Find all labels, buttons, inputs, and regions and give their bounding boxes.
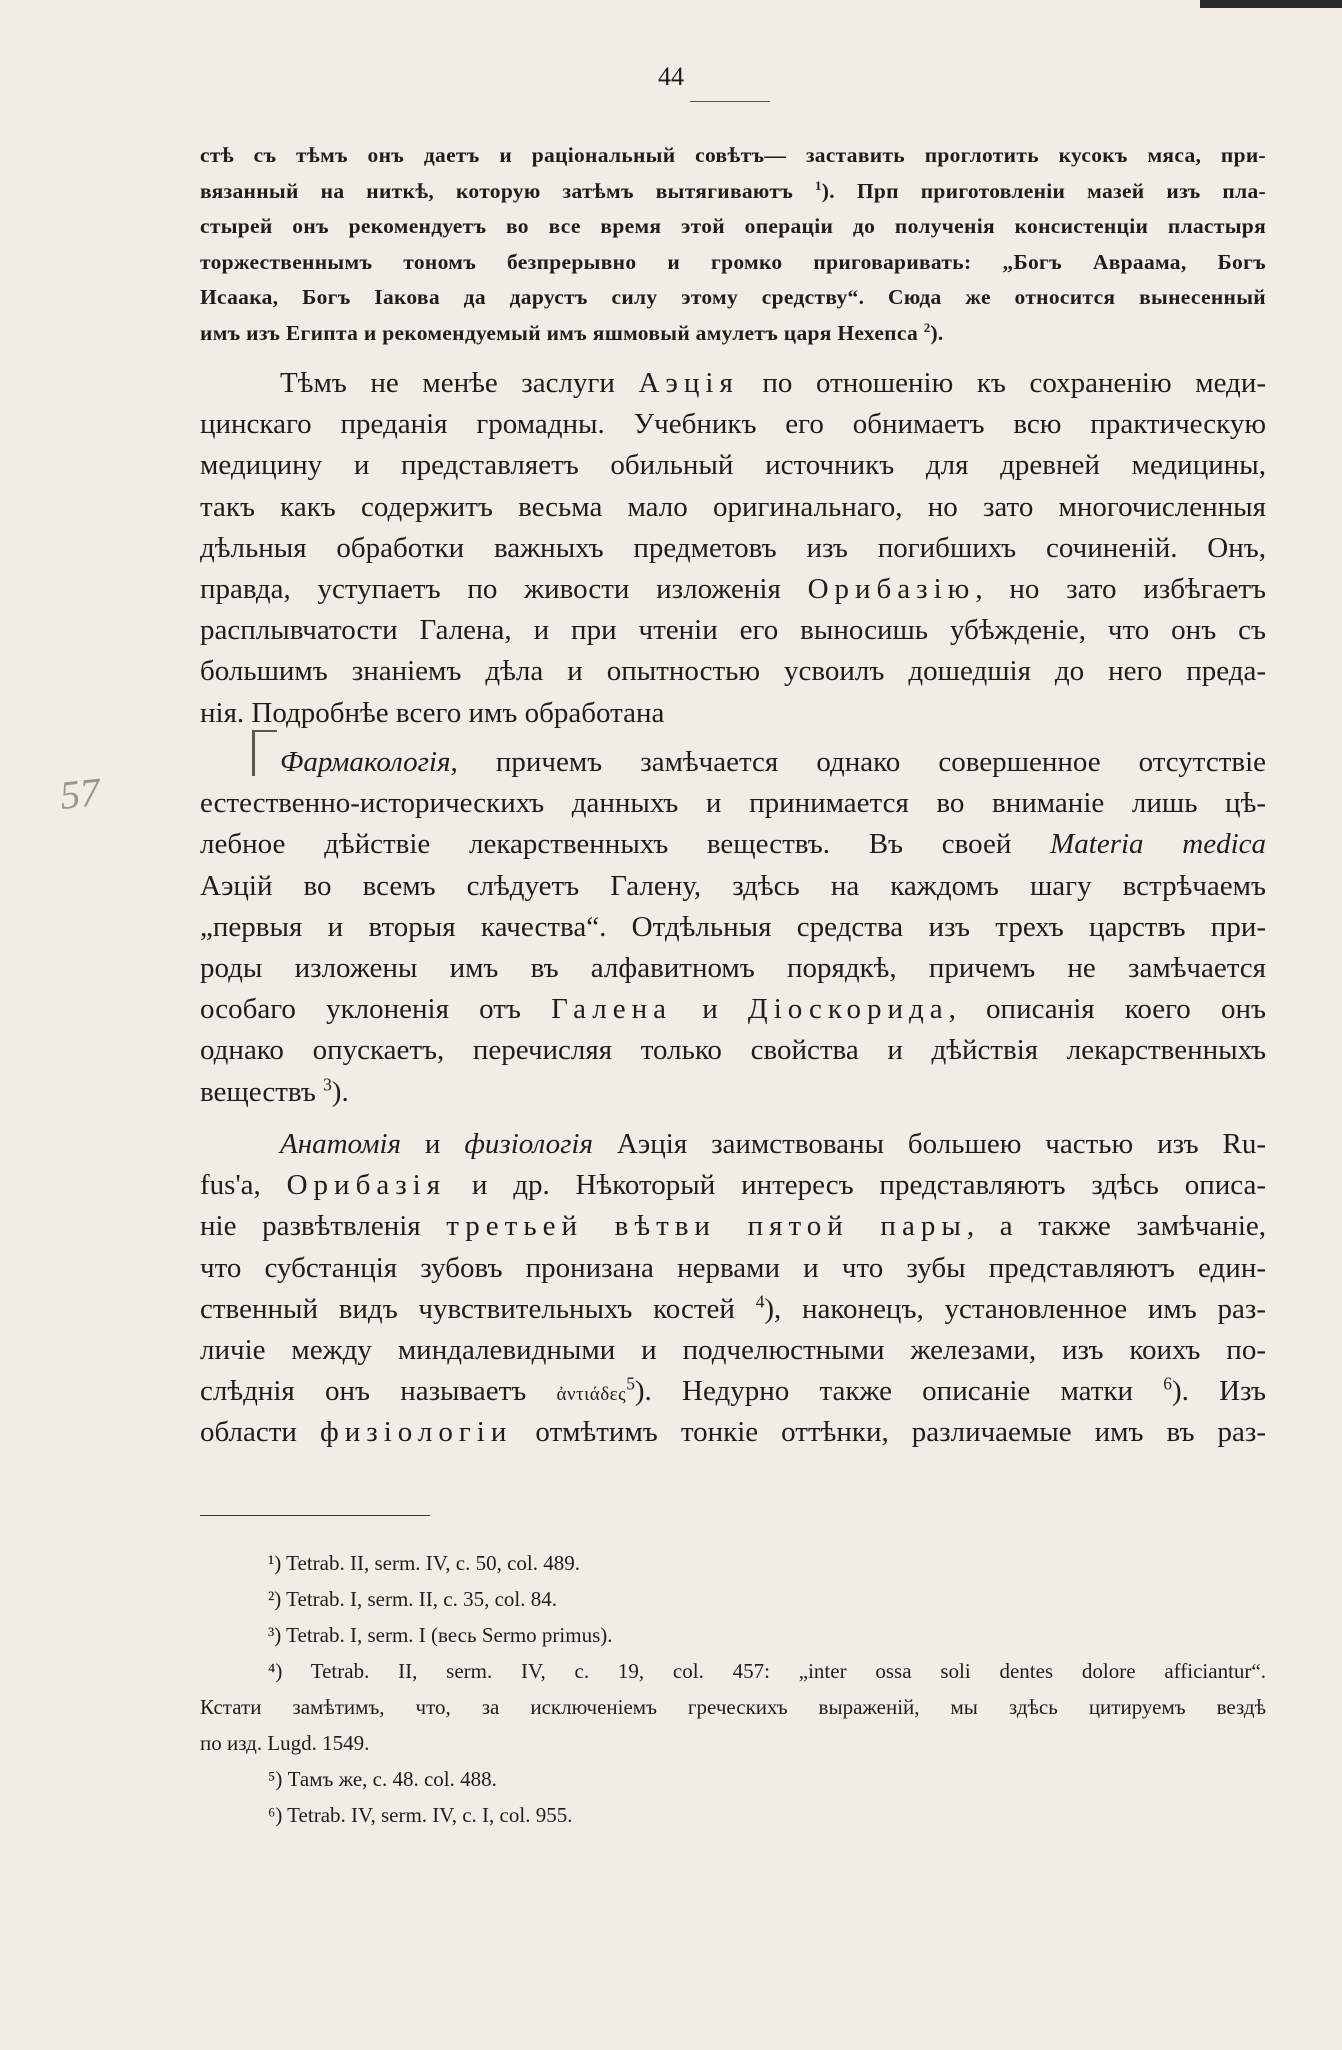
para2-line-1: Фармакологія, причемъ замѣчается однако совершенное отсутствіе bbox=[280, 746, 1266, 778]
greek-term: ἀντιάδες bbox=[556, 1384, 627, 1406]
footnote-4-end: по изд. Lugd. 1549. bbox=[200, 1731, 370, 1755]
footnote-5: ⁵) Тамъ же, c. 48. col. 488. bbox=[268, 1767, 497, 1791]
footnote-separator bbox=[200, 1515, 430, 1516]
footnote-ref-5: 5 bbox=[626, 1373, 635, 1394]
para1-line-9: нія. Подробнѣе всего имъ обработана bbox=[200, 696, 665, 729]
para1-line-3: медицину и представляетъ обильный источникъ для древней медицины, bbox=[200, 449, 1266, 482]
para3-line-1: Анатомія и физіологія Аэція заимствованы большею частью изъ Ru- bbox=[280, 1128, 1266, 1160]
small-print-paragraph bbox=[200, 138, 1266, 351]
footnote-ref-6: 6 bbox=[1163, 1373, 1172, 1394]
para3-line-2: fus'а, Орибазія и др. Нѣкоторый интересъ представляютъ здѣсь описа- bbox=[200, 1169, 1266, 1202]
para2-line-3: лебное дѣйствіе лекарственныхъ веществъ. Въ своей Materia medica bbox=[200, 828, 1267, 861]
para2-line-8: однако опускаетъ, перечисляя только свойства и дѣйствія лекарственныхъ bbox=[200, 1034, 1266, 1067]
para3-line-8: области физіологіи отмѣтимъ тонкіе оттѣнки, различаемые имъ въ раз- bbox=[200, 1416, 1266, 1449]
small-line-1: стѣ съ тѣмъ онъ даетъ и раціональный совѣтъ— заставить проглотить кусокъ мяса, при- bbox=[200, 143, 1266, 167]
footnote-2: ²) Tetrab. I, serm. II, c. 35, col. 84. bbox=[268, 1587, 558, 1611]
paragraph-anatomy bbox=[200, 1124, 1266, 1454]
footnote-ref-4: 4 bbox=[755, 1291, 765, 1312]
top-edge-bar bbox=[1200, 0, 1342, 8]
para1-line-7: расплывчатости Галена, и при чтеніи его выносишь убѣжденіе, что онъ съ bbox=[200, 614, 1266, 647]
para3-line-7: слѣднія онъ называетъ ἀντιάδες$^5$). Недурно также описаніе матки $^6$). Изъ bbox=[200, 1373, 1266, 1408]
small-line-5: Исаака, Богъ Іакова да дарустъ силу этому средству“. Сюда же относится вынесенный bbox=[200, 285, 1266, 309]
small-line-4: торжественнымъ тономъ безпрерывно и громко приговаривать: „Богъ Авраама, Богъ bbox=[200, 249, 1266, 274]
para1-line-1: Тѣмъ не менѣе заслуги Аэція по отношенію къ сохраненію меди- bbox=[280, 367, 1266, 399]
page-number-rule bbox=[690, 101, 770, 102]
para3-line-3: ніе развѣтвленія третьей вѣтви пятой пары, а также замѣчаніе, bbox=[200, 1210, 1266, 1243]
small-line-2: вязанный на ниткѣ, которую затѣмъ вытягиваютъ $^1$). Прп приготовленіи мазей изъ пла- bbox=[200, 178, 1266, 203]
margin-handwritten-note: 57 bbox=[57, 769, 103, 818]
footnote-4-cont: Кстати замѣтимъ, что, за исключеніемъ греческихъ выраженій, мы здѣсь цитируемъ вездѣ bbox=[200, 1695, 1266, 1719]
para2-line-6: роды изложены имъ въ алфавитномъ порядкѣ, причемъ не замѣчается bbox=[200, 951, 1266, 984]
footnote-1: ¹) Tetrab. II, serm. IV, c. 50, col. 489. bbox=[268, 1551, 580, 1575]
footnotes bbox=[200, 1545, 1266, 1833]
footnote-ref-1: 1 bbox=[815, 178, 822, 193]
para1-line-5: дѣльныя обработки важныхъ предметовъ изъ погибшихъ сочиненій. Онъ, bbox=[200, 531, 1266, 564]
small-line-3: стырей онъ рекомендуетъ во все время этой операціи до полученія консистенціи пластыря bbox=[200, 214, 1266, 238]
para2-line-7: особаго уклоненія отъ Галена и Діоскорида, описанія коего онъ bbox=[200, 993, 1266, 1026]
paragraph-merits bbox=[200, 363, 1266, 734]
page-number: 44 bbox=[658, 62, 684, 91]
para2-line-2: естественно-историческихъ данныхъ и принимается во вниманіе лишь цѣ- bbox=[200, 787, 1266, 820]
footnote-3: ³) Tetrab. I, serm. I (весь Sermo primus). bbox=[268, 1623, 613, 1647]
para1-line-8: большимъ знаніемъ дѣла и опытностью усвоилъ дошедшія до него преда- bbox=[200, 655, 1266, 688]
footnote-ref-2: 2 bbox=[923, 320, 931, 335]
para3-line-4: что субстанція зубовъ пронизана нервами и что зубы представляютъ един- bbox=[200, 1251, 1266, 1284]
footnote-ref-3: 3 bbox=[323, 1073, 332, 1094]
para2-line-4: Аэцій во всемъ слѣдуетъ Галену, здѣсь на каждомъ шагу встрѣчаемъ bbox=[200, 869, 1266, 902]
footnote-6: ⁶) Tetrab. IV, serm. IV, c. I, col. 955. bbox=[268, 1803, 573, 1827]
para1-line-4: такъ какъ содержитъ весьма мало оригинальнаго, но зато многочисленныя bbox=[200, 490, 1266, 523]
para1-line-2: цинскаго преданія громадны. Учебникъ его обнимаетъ всю практическую bbox=[200, 408, 1266, 441]
para3-line-5: ственный видъ чувствительныхъ костей $^4$), наконецъ, установленное имъ раз- bbox=[200, 1291, 1266, 1325]
para1-line-6: правда, уступаетъ по живости изложенія Орибазію, но зато избѣгаетъ bbox=[200, 572, 1267, 605]
para2-line-9: веществъ $^3$). bbox=[200, 1073, 349, 1108]
paragraph-pharmacology bbox=[200, 742, 1266, 1113]
footnote-4: ⁴) Tetrab. II, serm. IV, c. 19, col. 457: „inter ossa soli dentes dolore afficiantur“. bbox=[268, 1659, 1266, 1683]
para3-line-6: личіе между миндалевидными и подчелюстными железами, изъ коихъ по- bbox=[200, 1333, 1266, 1366]
para2-line-5: „первыя и вторыя качества“. Отдѣльныя средства изъ трехъ царствъ при- bbox=[200, 910, 1266, 943]
small-line-6: имъ изъ Египта и рекомендуемый имъ яшмовый амулетъ царя Нехепса $^2$). bbox=[200, 320, 944, 345]
